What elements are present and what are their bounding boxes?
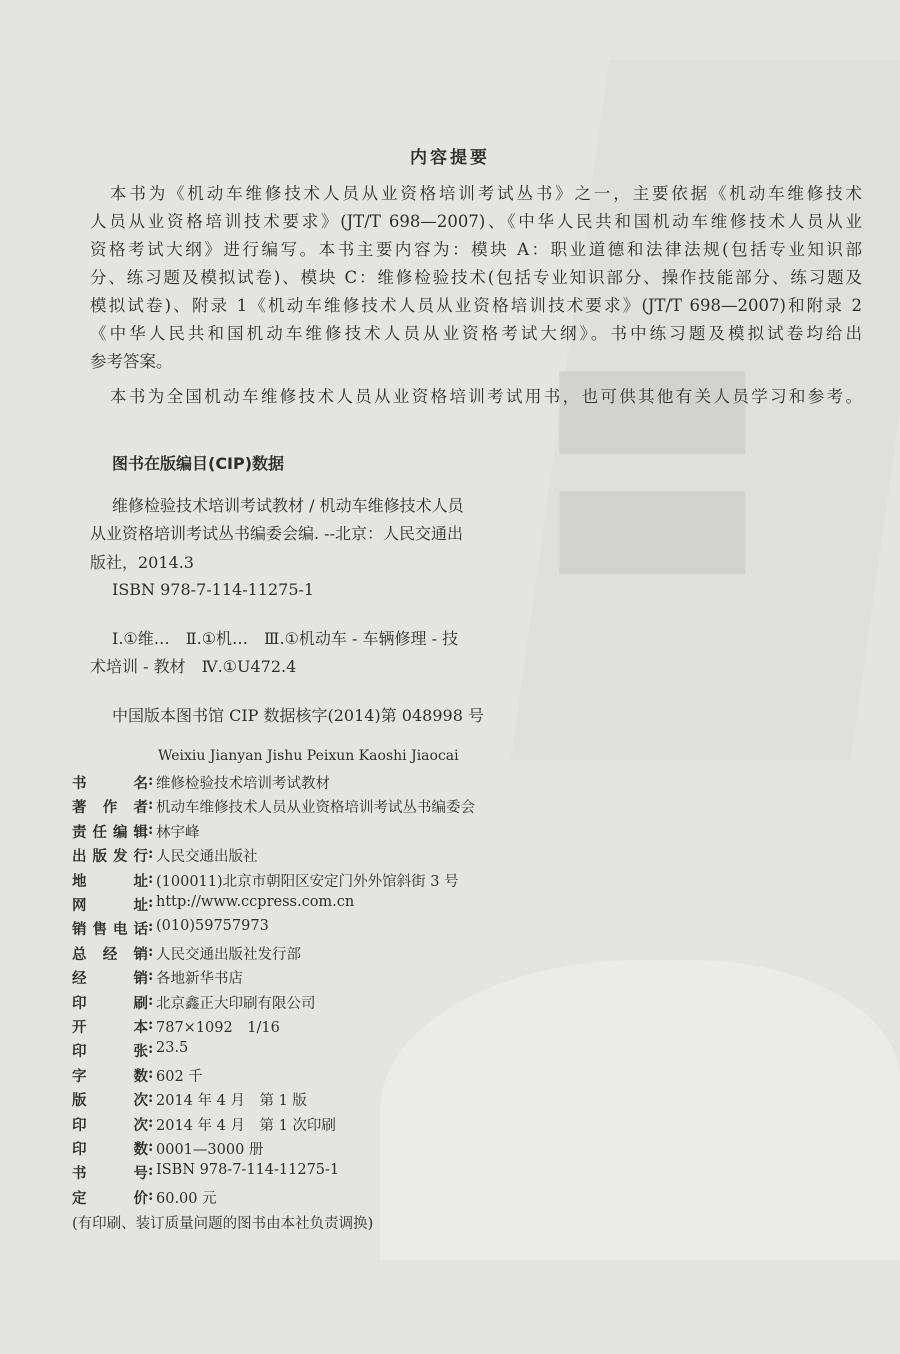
colophon-row [72,992,316,1013]
colophon-row [72,821,200,842]
bleed-through-shape: ▇▇▇ [560,360,745,453]
colophon-value: 人民交通出版社 [156,849,258,866]
colophon-label: 开本 [72,1020,148,1036]
colophon-row [72,1065,203,1086]
colophon-row [72,1114,336,1135]
colon: : [148,1064,154,1082]
colon: : [148,894,154,911]
colophon-value: 维修检验技术培训考试教材 [156,776,330,792]
colophon-value: 23.5 [156,1040,189,1057]
colophon-row [72,894,354,915]
summary-line: 资格考试大纲》进行编写。本书主要内容为：模块 A：职业道德和法律法规(包括专业知识部 [90,240,862,259]
colophon-label: 地址 [72,873,148,890]
colon: : [148,772,154,789]
colon: : [148,869,154,887]
colophon-value: 人民交通出版社发行部 [156,946,301,963]
colon: : [148,1138,154,1155]
colophon-row [72,845,258,866]
colon: : [148,1186,154,1204]
summary-line: 模拟试卷)、附录 1《机动车维修技术人员从业资格培训技术要求》(JT/T 698—2007)和附录 2 [90,296,862,315]
colophon-row [72,772,330,793]
colophon-label: 出版发行 [72,849,148,866]
colophon-value: (010)59757973 [156,918,269,935]
colophon-label: 总经销 [72,946,148,963]
colophon-label: 书号 [72,1166,148,1183]
colophon-label: 印张 [72,1044,148,1061]
colon: : [148,1016,154,1033]
colon: : [148,845,154,863]
colophon-label: 网址 [72,898,148,914]
colophon-value: ISBN 978-7-114-11275-1 [156,1162,340,1179]
colophon-label: 著作者 [72,800,148,817]
colophon-value: 2014 年 4 月 第 1 次印刷 [156,1117,336,1134]
colon: : [148,967,154,985]
colon: : [148,1089,154,1107]
summary-line: 本书为全国机动车维修技术人员从业资格培训考试用书，也可供其他有关人员学习和参考。 [110,387,862,406]
colophon-row [72,870,459,891]
colon: : [148,991,154,1009]
pinyin-title: Weixiu Jianyan Jishu Peixun Kaoshi Jiaocai [158,748,459,764]
colon: : [148,820,154,838]
colophon-label: 销售电话 [72,922,148,939]
summary-line: 《中华人民共和国机动车维修技术人员从业资格考试大纲》。书中练习题及模拟试卷均给出 [90,324,862,343]
colon: : [148,796,154,814]
colophon-label: 责任编辑 [72,824,148,841]
colophon-value: 787×1092 1/16 [156,1020,280,1036]
colophon-label: 印数 [72,1142,148,1158]
colophon-label: 字数 [72,1068,148,1085]
colophon-row [72,796,475,817]
colophon-label: 定价 [72,1190,148,1207]
summary-title: 内容提要 [410,148,490,168]
colophon-value: 2014 年 4 月 第 1 版 [156,1093,307,1110]
colophon-value: 0001—3000 册 [156,1142,264,1158]
cip-line: Ⅰ.①维… Ⅱ.①机… Ⅲ.①机动车 - 车辆修理 - 技 [112,629,459,648]
quality-note: (有印刷、装订质量问题的图书由本社负责调换) [72,1216,374,1232]
colophon-row [72,1040,188,1061]
colon: : [148,1040,154,1058]
cip-line: 术培训 - 教材 Ⅳ.①U472.4 [90,657,297,676]
colophon-label: 印次 [72,1117,148,1134]
summary-line: 本书为《机动车维修技术人员从业资格培训考试丛书》之一，主要依据《机动车维修技术 [110,184,862,203]
bleed-through-shape: ▇▇▇ [560,480,745,573]
colophon-row [72,1016,280,1037]
colophon-row [72,918,269,939]
colophon-row [72,1162,339,1183]
colophon-label: 书名 [72,776,148,792]
colon: : [148,942,154,960]
cip-line: 维修检验技术培训考试教材 / 机动车维修技术人员 [112,496,464,515]
colophon-value: 北京鑫正大印刷有限公司 [156,995,316,1012]
cip-line: 从业资格培训考试丛书编委会编. --北京：人民交通出 [90,524,463,543]
colon: : [148,1162,154,1180]
colon: : [148,918,154,936]
colophon-label: 经销 [72,971,148,988]
colophon-value: 机动车维修技术人员从业资格培训考试丛书编委会 [156,800,475,817]
colophon-row [72,967,243,988]
colon: : [148,1113,154,1131]
cip-line: 版社，2014.3 [90,553,194,572]
colophon-value: http://www.ccpress.com.cn [156,894,355,910]
colophon-label: 印刷 [72,995,148,1012]
colophon-row [72,1089,307,1110]
cip-line: ISBN 978-7-114-11275-1 [112,580,315,599]
colophon-row [72,1187,217,1208]
colophon-value: 602 千 [156,1068,203,1085]
colophon-value: 林宇峰 [156,824,200,841]
colophon-label: 版次 [72,1093,148,1110]
cip-number: 中国版本图书馆 CIP 数据核字(2014)第 048998 号 [112,706,484,725]
colophon-value: 各地新华书店 [156,971,243,988]
summary-line: 人员从业资格培训技术要求》(JT/T 698—2007)、《中华人民共和国机动车维修技术人员从业 [90,212,862,231]
cip-heading: 图书在版编目(CIP)数据 [112,454,285,473]
summary-line: 参考答案。 [90,352,173,371]
colophon-value: 60.00 元 [156,1190,217,1207]
colophon-row [72,1138,263,1159]
colophon-value: (100011)北京市朝阳区安定门外外馆斜街 3 号 [156,873,459,890]
summary-line: 分、练习题及模拟试卷)、模块 C：维修检验技术(包括专业知识部分、操作技能部分、练习题及 [90,268,862,287]
background-car-bleed [380,960,900,1260]
colophon-row [72,943,301,964]
